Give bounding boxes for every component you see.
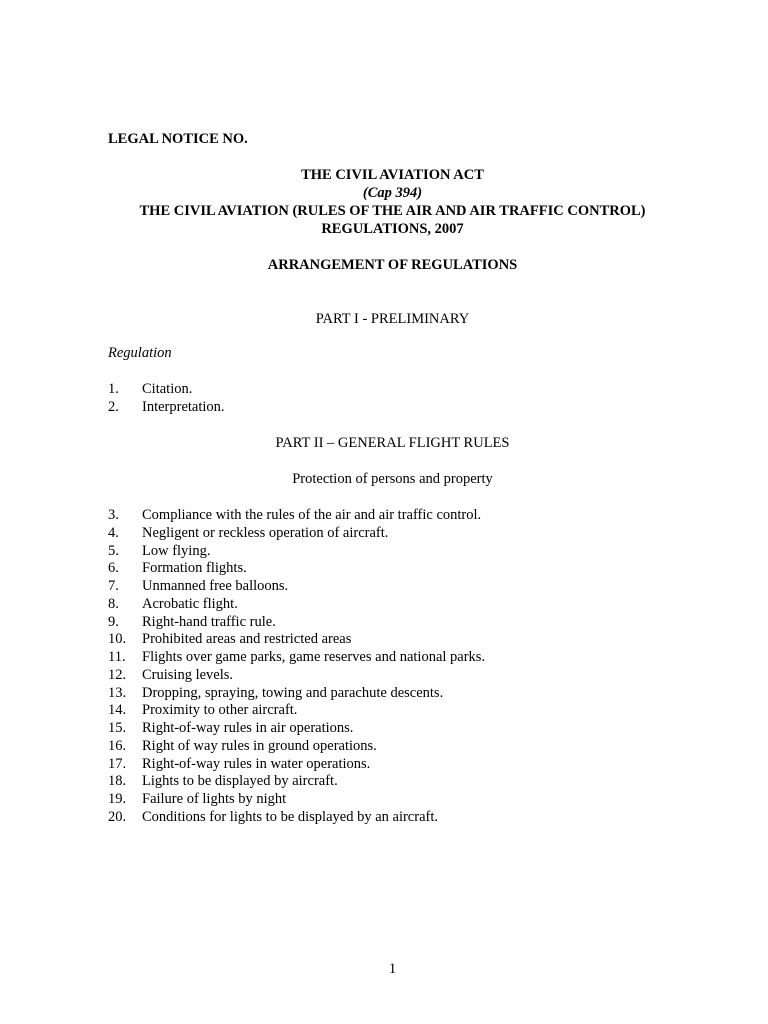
item-text: Negligent or reckless operation of aircraft. [142,524,389,541]
item-text: Dropping, spraying, towing and parachute descents. [142,684,444,701]
legal-notice-label: LEGAL NOTICE NO. [108,131,248,147]
item-text: Right-hand traffic rule. [142,613,276,630]
item-number: 19. [108,791,127,807]
act-title: THE CIVIL AVIATION ACT [301,167,484,183]
item-number: 11. [108,649,126,665]
item-text: Lights to be displayed by aircraft. [142,773,338,790]
item-number: 14. [108,702,127,719]
item-number: 5. [108,542,119,559]
regulation-label: Regulation [108,345,172,361]
item-number: 12. [108,666,127,683]
item-number: 17. [108,755,127,772]
item-text: Failure of lights by night [142,791,287,807]
item-text: Acrobatic flight. [142,595,238,612]
item-number: 15. [108,720,127,736]
item-number: 6. [108,560,119,577]
part1-heading: PART I - PRELIMINARY [315,311,470,327]
item-text: Right-of-way rules in water operations. [142,755,371,772]
item-number: 1. [108,381,119,397]
item-text: Formation flights. [142,560,247,577]
item-text: Compliance with the rules of the air and air traffic control. [142,507,482,523]
item-number: 9. [108,613,119,630]
item-number: 3. [108,507,119,523]
item-number: 20. [108,808,127,825]
cap-reference: (Cap 394) [362,185,423,201]
item-text: Right of way rules in ground operations. [142,737,377,754]
item-text: Right-of-way rules in air operations. [142,720,354,736]
item-text: Conditions for lights to be displayed by an aircraft. [142,808,438,825]
regulations-title-line1: THE CIVIL AVIATION (RULES OF THE AIR AND AIR TRAFFIC CONTROL) [139,203,646,219]
page-number: 1 [388,961,397,977]
item-number: 8. [108,595,119,612]
item-number: 10. [108,631,127,648]
arrangement-heading: ARRANGEMENT OF REGULATIONS [267,257,518,273]
item-text: Flights over game parks, game reserves and national parks. [142,649,486,665]
part2-subheading: Protection of persons and property [292,471,493,487]
part2-heading: PART II – GENERAL FLIGHT RULES [275,435,510,451]
item-text: Low flying. [142,542,211,559]
item-number: 2. [108,398,119,415]
item-number: 4. [108,524,119,541]
item-text: Unmanned free balloons. [142,578,289,594]
item-number: 18. [108,773,127,790]
item-number: 13. [108,684,127,701]
item-text: Citation. [142,381,193,397]
item-number: 7. [108,578,119,594]
item-text: Prohibited areas and restricted areas [142,631,352,648]
regulations-title-line2: REGULATIONS, 2007 [321,221,464,237]
item-number: 16. [108,737,127,754]
item-text: Interpretation. [142,398,225,415]
item-text: Cruising levels. [142,666,234,683]
item-text: Proximity to other aircraft. [142,702,298,719]
